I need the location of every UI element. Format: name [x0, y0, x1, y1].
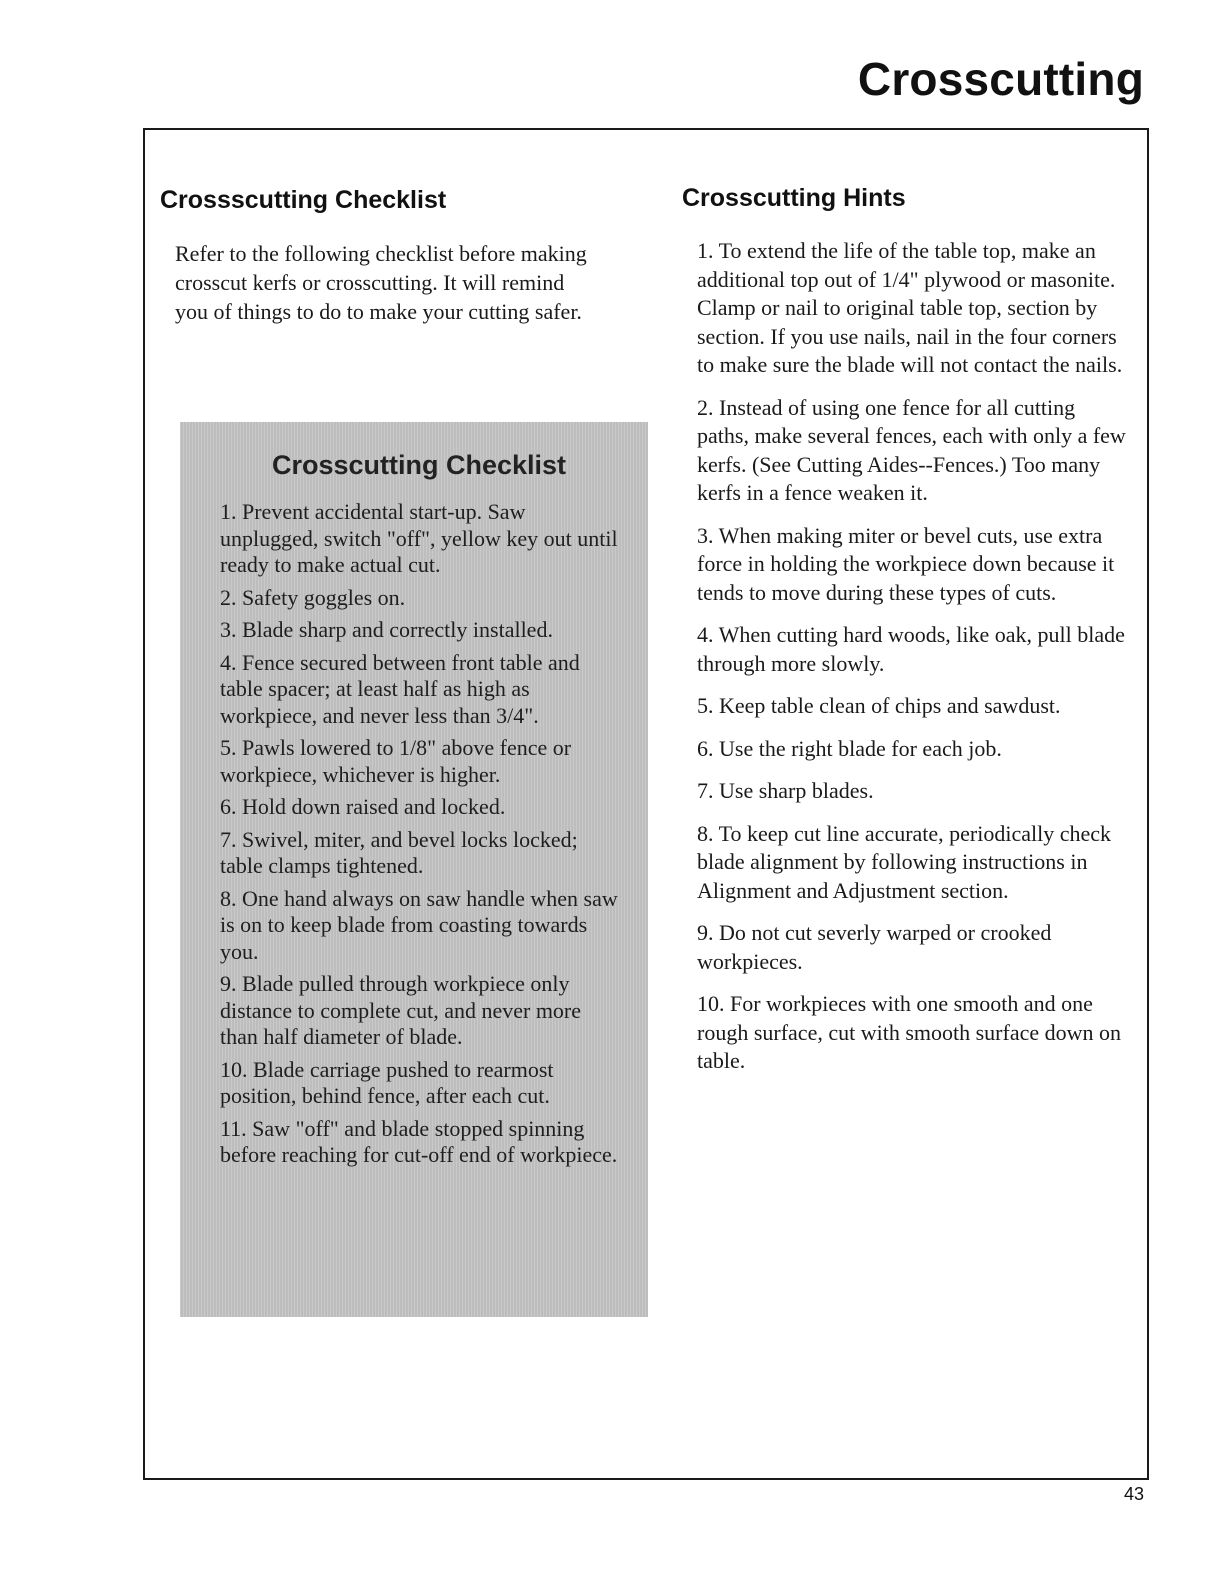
checklist-box [180, 422, 648, 1317]
checklist-item: 11. Saw "off" and blade stopped spinning before reaching for cut-off end of workpiece. [220, 1115, 618, 1167]
checklist-item: 7. Swivel, miter, and bevel locks locked; table clamps tightened. [220, 826, 578, 878]
hint-item: 2. Instead of using one fence for all cutting paths, make several fences, each with only a few kerfs. (See Cutting Aides--Fences.) Too many kerfs in a fence weaken it. [697, 394, 1126, 505]
checklist-heading: Crossscutting Checklist [160, 186, 447, 214]
checklist-item: 8. One hand always on saw handle when saw is on to keep blade from coasting towards you. [220, 885, 618, 964]
checklist-item: 4. Fence secured between front table and table spacer; at least half as high as workpiece, and never less than 3/4". [220, 649, 580, 728]
checklist-item: 3. Blade sharp and correctly installed. [220, 617, 553, 642]
hint-item: 10. For workpieces with one smooth and one rough surface, cut with smooth surface down on table. [697, 991, 1122, 1073]
hint-item: 3. When making miter or bevel cuts, use extra force in holding the workpiece down because it tends to move during these types of cuts. [697, 522, 1115, 605]
page-number: 43 [1123, 1484, 1144, 1504]
checklist-item: 6. Hold down raised and locked. [220, 794, 506, 819]
checklist-item: 2. Safety goggles on. [220, 584, 406, 610]
checklist-item: 1. Prevent accidental start-up. Saw unplugged, switch "off", yellow key out until ready to make actual cut. [220, 499, 618, 577]
hint-item: 4. When cutting hard woods, like oak, pull blade through more slowly. [697, 622, 1125, 676]
checklist-column [160, 186, 620, 326]
checklist-intro: Refer to the following checklist before making crosscut kerfs or crosscutting. It will remind you of things to do to make your cutting safer. [175, 241, 587, 324]
hint-item: 6. Use the right blade for each job. [697, 735, 1002, 761]
hints-list [682, 237, 1127, 1076]
checklist-item: 5. Pawls lowered to 1/8" above fence or workpiece, whichever is higher. [220, 735, 572, 787]
hints-heading: Crosscutting Hints [682, 184, 906, 212]
hints-column [682, 184, 1127, 1090]
checklist-item: 9. Blade pulled through workpiece only distance to complete cut, and never more than half diameter of blade. [220, 971, 582, 1049]
page-title: Crosscutting [857, 53, 1144, 105]
hint-item: 8. To keep cut line accurate, periodically check blade alignment by following instructions in Alignment and Adjustment section. [697, 820, 1112, 903]
hint-item: 1. To extend the life of the table top, make an additional top out of 1/4" plywood or masonite. Clamp or nail to original table top, section by section. If you use nails, nail in the four corners to make sure the blade will not contact the nails. [697, 238, 1123, 377]
checklist-item: 10. Blade carriage pushed to rearmost position, behind fence, after each cut. [220, 1056, 554, 1108]
hint-item: 5. Keep table clean of chips and sawdust. [697, 693, 1061, 718]
hint-item: 7. Use sharp blades. [697, 778, 874, 803]
checklist-list [220, 499, 618, 1169]
hint-item: 9. Do not cut severly warped or crooked workpieces. [697, 920, 1052, 974]
checklist-box-title: Crosscutting Checklist [271, 450, 567, 480]
